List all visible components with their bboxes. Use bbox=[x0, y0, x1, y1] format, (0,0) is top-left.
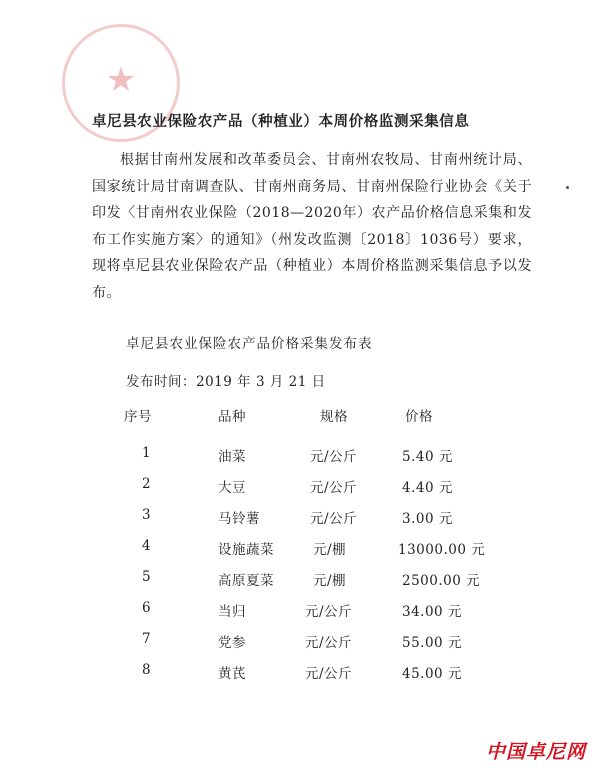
row-7-name: 党参 bbox=[218, 635, 246, 651]
site-watermark: 中国卓尼网 bbox=[485, 741, 586, 763]
row-5-no: 5 bbox=[142, 569, 152, 585]
row-6-unit: 元/公斤 bbox=[305, 604, 353, 620]
row-1-unit: 元/公斤 bbox=[310, 449, 358, 465]
header-no: 序号 bbox=[124, 409, 152, 425]
row-8-no: 8 bbox=[142, 662, 152, 678]
row-3-name: 马铃薯 bbox=[218, 511, 260, 527]
row-2-no: 2 bbox=[142, 476, 152, 492]
row-1-price: 5.40 元 bbox=[402, 449, 453, 465]
row-4-no: 4 bbox=[142, 538, 152, 554]
body-paragraph: 根据甘南州发展和改革委员会、甘南州农牧局、甘南州统计局、国家统计局甘南调查队、甘南州商务局、甘南州保险行业协会《关于印发〈甘南州农业保险（2018—2020年）农产品价格信息采集和发布工作实施方案〉的通知》（州发改监测〔2018〕1036号）要求，现将卓尼县农业保险农产品（种植业）本周价格监测采集信息予以发布。 bbox=[92, 152, 532, 301]
row-7-unit: 元/公斤 bbox=[305, 635, 353, 651]
row-3-price: 3.00 元 bbox=[402, 511, 453, 527]
row-6-no: 6 bbox=[142, 600, 152, 616]
table-title: 卓尼县农业保险农产品价格采集发布表 bbox=[126, 336, 373, 352]
row-2-price: 4.40 元 bbox=[402, 480, 453, 496]
row-2-name: 大豆 bbox=[218, 480, 246, 496]
star-icon: ★ bbox=[105, 60, 137, 100]
row-4-name: 设施蔬菜 bbox=[218, 542, 274, 558]
row-4-unit: 元/棚 bbox=[313, 542, 347, 558]
row-7-no: 7 bbox=[142, 631, 152, 647]
header-name: 品种 bbox=[218, 409, 246, 425]
row-6-name: 当归 bbox=[218, 604, 246, 620]
row-8-unit: 元/公斤 bbox=[305, 666, 353, 682]
row-7-price: 55.00 元 bbox=[402, 635, 462, 651]
row-3-no: 3 bbox=[142, 507, 152, 523]
ink-dot bbox=[566, 186, 569, 189]
header-price: 价格 bbox=[405, 409, 433, 425]
row-6-price: 34.00 元 bbox=[402, 604, 462, 620]
row-8-price: 45.00 元 bbox=[402, 666, 462, 682]
header-unit: 规格 bbox=[320, 409, 348, 425]
row-1-no: 1 bbox=[142, 445, 152, 461]
release-date: 发布时间：2019 年 3 月 21 日 bbox=[126, 374, 326, 390]
row-5-name: 高原夏菜 bbox=[218, 573, 274, 589]
row-5-unit: 元/棚 bbox=[313, 573, 347, 589]
row-8-name: 黄芪 bbox=[218, 666, 246, 682]
row-2-unit: 元/公斤 bbox=[310, 480, 358, 496]
document-title: 卓尼县农业保险农产品（种植业）本周价格监测采集信息 bbox=[92, 113, 470, 130]
row-5-price: 2500.00 元 bbox=[402, 573, 481, 589]
row-1-name: 油菜 bbox=[218, 449, 246, 465]
row-3-unit: 元/公斤 bbox=[310, 511, 358, 527]
row-4-price: 13000.00 元 bbox=[398, 542, 486, 558]
